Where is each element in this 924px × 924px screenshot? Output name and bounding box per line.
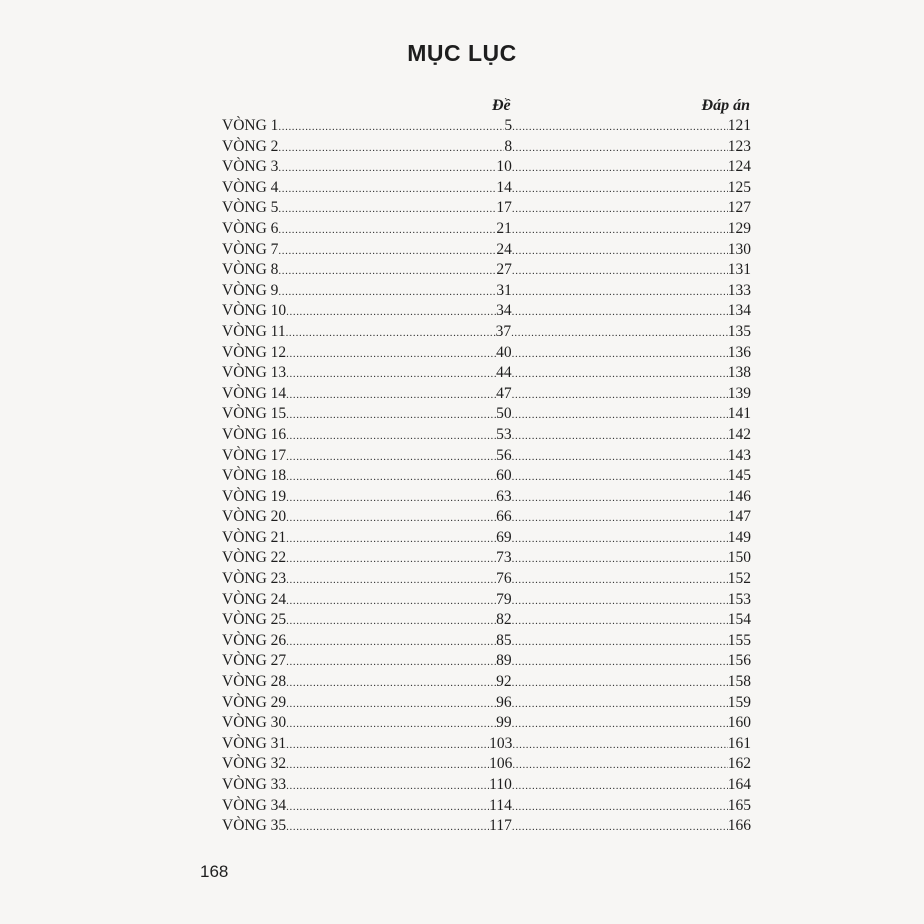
- entry-dap-an-page: 162: [727, 755, 751, 773]
- entry-dap-an-page: 130: [727, 240, 751, 258]
- entry-dap-an-page: 124: [727, 158, 751, 176]
- entry-dap-an-page: 160: [727, 714, 751, 732]
- dot-leader: [278, 199, 496, 220]
- entry-label: VÒNG 8: [222, 261, 279, 279]
- dot-leader: [512, 302, 728, 323]
- entry-label: VÒNG 30: [222, 714, 287, 732]
- toc-entry: [222, 528, 751, 549]
- dot-leader: [278, 158, 496, 179]
- toc-entry: [222, 507, 751, 528]
- toc-entry: [222, 446, 751, 467]
- dot-leader: [511, 323, 728, 344]
- toc-entry: [222, 404, 751, 425]
- dot-leader: [286, 652, 496, 673]
- entry-de-page: 103: [489, 734, 513, 752]
- entry-de-page: 17: [496, 199, 512, 217]
- entry-label: VÒNG 15: [222, 405, 287, 423]
- entry-dap-an-page: 154: [727, 611, 751, 629]
- toc-entry: [222, 219, 751, 240]
- entry-de-page: 47: [496, 384, 512, 402]
- toc-entry: [222, 260, 751, 281]
- dot-leader: [512, 735, 727, 756]
- entry-de-page: 24: [496, 240, 512, 258]
- dot-leader: [278, 282, 496, 303]
- entry-dap-an-page: 138: [727, 364, 751, 382]
- entry-dap-an-page: 156: [727, 652, 751, 670]
- dot-leader: [278, 179, 496, 200]
- entry-label: VÒNG 7: [222, 240, 279, 258]
- entry-de-page: 106: [489, 755, 513, 773]
- toc-entry: [222, 796, 751, 817]
- toc-entry: [222, 322, 751, 343]
- dot-leader: [286, 797, 489, 818]
- entry-dap-an-page: 133: [727, 281, 751, 299]
- toc-entry: [222, 713, 751, 734]
- entry-de-page: 37: [495, 322, 512, 340]
- entry-dap-an-page: 152: [727, 570, 751, 588]
- entry-de-page: 99: [496, 714, 512, 732]
- entry-de-page: 50: [496, 405, 512, 423]
- dot-leader: [286, 735, 489, 756]
- dot-leader: [286, 611, 496, 632]
- toc-entry: [222, 590, 751, 611]
- entry-dap-an-page: 147: [727, 508, 751, 526]
- entry-dap-an-page: 131: [727, 261, 751, 279]
- entry-dap-an-page: 150: [727, 549, 751, 567]
- entry-dap-an-page: 146: [727, 487, 751, 505]
- dot-leader: [286, 529, 496, 550]
- dot-leader: [512, 776, 728, 797]
- entry-dap-an-page: 141: [727, 405, 751, 423]
- entry-dap-an-page: 136: [727, 343, 751, 361]
- entry-de-page: 44: [496, 364, 512, 382]
- table-of-contents: [222, 116, 751, 837]
- dot-leader: [286, 755, 489, 776]
- entry-de-page: 73: [496, 549, 512, 567]
- entry-de-page: 82: [496, 611, 512, 629]
- toc-entry: [222, 137, 751, 158]
- entry-de-page: 63: [496, 487, 512, 505]
- toc-entry: [222, 281, 751, 302]
- toc-entry: [222, 734, 751, 755]
- column-header-dap-an: Đáp án: [701, 97, 750, 114]
- toc-entry: [222, 343, 751, 364]
- page-number: 168: [200, 862, 229, 881]
- entry-de-page: 76: [496, 570, 512, 588]
- entry-de-page: 69: [496, 528, 512, 546]
- entry-de-page: 110: [489, 776, 512, 793]
- page-title: MỤC LỤC: [407, 40, 517, 66]
- toc-entry: [222, 775, 751, 796]
- dot-leader: [512, 755, 727, 776]
- entry-dap-an-page: 166: [727, 817, 751, 835]
- toc-entry: [222, 487, 751, 508]
- entry-de-page: 34: [496, 302, 512, 320]
- dot-leader: [278, 220, 496, 241]
- dot-leader: [286, 694, 496, 715]
- entry-label: VÒNG 2: [222, 137, 279, 155]
- entry-de-page: 31: [496, 281, 512, 299]
- entry-de-page: 21: [496, 219, 512, 237]
- entry-label: VÒNG 26: [222, 631, 287, 649]
- dot-leader: [286, 447, 496, 468]
- entry-label: VÒNG 28: [222, 673, 287, 691]
- column-header-de: Đề: [492, 97, 511, 114]
- entry-label: VÒNG 20: [222, 508, 287, 526]
- dot-leader: [512, 426, 728, 447]
- toc-entry: [222, 672, 751, 693]
- dot-leader: [512, 508, 728, 529]
- entry-de-page: 60: [496, 467, 512, 485]
- entry-de-page: 66: [496, 508, 512, 526]
- dot-leader: [512, 632, 728, 653]
- dot-leader: [512, 797, 728, 818]
- dot-leader: [512, 714, 728, 735]
- entry-label: VÒNG 22: [222, 549, 287, 567]
- dot-leader: [512, 117, 728, 138]
- dot-leader: [286, 405, 496, 426]
- dot-leader: [278, 138, 504, 159]
- dot-leader: [512, 488, 728, 509]
- entry-dap-an-page: 145: [727, 467, 751, 485]
- entry-dap-an-page: 129: [727, 219, 751, 237]
- dot-leader: [512, 405, 728, 426]
- dot-leader: [512, 570, 728, 591]
- entry-dap-an-page: 125: [727, 178, 751, 196]
- toc-entry: [222, 693, 751, 714]
- dot-leader: [286, 364, 496, 385]
- entry-de-page: 27: [496, 261, 512, 279]
- toc-entry: [222, 569, 751, 590]
- entry-label: VÒNG 16: [222, 425, 287, 443]
- entry-de-page: 85: [496, 631, 512, 649]
- entry-dap-an-page: 135: [727, 322, 751, 340]
- dot-leader: [286, 488, 496, 509]
- dot-leader: [286, 591, 496, 612]
- toc-entry: [222, 301, 751, 322]
- entry-label: VÒNG 11: [222, 322, 286, 340]
- entry-dap-an-page: 127: [727, 199, 751, 217]
- dot-leader: [512, 385, 728, 406]
- entry-dap-an-page: 134: [727, 302, 751, 320]
- toc-entry: [222, 631, 751, 652]
- dot-leader: [512, 158, 728, 179]
- entry-dap-an-page: 139: [727, 384, 751, 402]
- entry-dap-an-page: 161: [727, 734, 751, 752]
- toc-entry: [222, 198, 751, 219]
- dot-leader: [512, 364, 728, 385]
- dot-leader: [278, 261, 496, 282]
- entry-de-page: 96: [496, 693, 512, 711]
- entry-de-page: 53: [496, 425, 512, 443]
- entry-label: VÒNG 6: [222, 219, 279, 237]
- entry-dap-an-page: 123: [727, 137, 751, 155]
- entry-dap-an-page: 153: [727, 590, 751, 608]
- entry-de-page: 40: [496, 343, 512, 361]
- dot-leader: [286, 714, 496, 735]
- entry-dap-an-page: 164: [727, 776, 751, 793]
- toc-entry: [222, 240, 751, 261]
- entry-de-page: 79: [496, 590, 512, 608]
- dot-leader: [512, 467, 728, 488]
- entry-label: VÒNG 33: [222, 776, 287, 793]
- dot-leader: [286, 632, 496, 653]
- toc-entry: [222, 466, 751, 487]
- dot-leader: [512, 199, 728, 220]
- dot-leader: [286, 776, 489, 797]
- dot-leader: [512, 549, 728, 570]
- entry-label: VÒNG 27: [222, 652, 287, 670]
- entry-label: VÒNG 32: [222, 755, 287, 773]
- entry-dap-an-page: 142: [727, 425, 751, 443]
- dot-leader: [512, 447, 728, 468]
- dot-leader: [512, 220, 728, 241]
- entry-label: VÒNG 21: [222, 528, 287, 546]
- dot-leader: [512, 261, 728, 282]
- dot-leader: [512, 673, 728, 694]
- entry-de-page: 5: [504, 117, 513, 134]
- toc-entry: [222, 651, 751, 672]
- entry-label: VÒNG 25: [222, 611, 287, 629]
- toc-entry: [222, 425, 751, 446]
- dot-leader: [512, 652, 728, 673]
- entry-label: VÒNG 9: [222, 281, 279, 299]
- dot-leader: [286, 426, 496, 447]
- dot-leader: [512, 529, 728, 550]
- entry-label: VÒNG 4: [222, 178, 279, 196]
- entry-label: VÒNG 18: [222, 467, 287, 485]
- toc-entry: [222, 178, 751, 199]
- entry-label: VÒNG 17: [222, 446, 287, 464]
- dot-leader: [512, 817, 728, 838]
- entry-dap-an-page: 159: [727, 693, 751, 711]
- entry-de-page: 10: [496, 158, 512, 176]
- entry-label: VÒNG 29: [222, 693, 287, 711]
- entry-dap-an-page: 121: [727, 117, 751, 134]
- entry-dap-an-page: 149: [727, 528, 751, 546]
- toc-entry: [222, 610, 751, 631]
- entry-label: VÒNG 14: [222, 384, 287, 402]
- dot-leader: [512, 591, 728, 612]
- entry-label: VÒNG 5: [222, 199, 279, 217]
- toc-entry: [222, 363, 751, 384]
- entry-label: VÒNG 12: [222, 343, 287, 361]
- dot-leader: [512, 282, 728, 303]
- entry-label: VÒNG 19: [222, 487, 287, 505]
- dot-leader: [286, 385, 496, 406]
- entry-label: VÒNG 24: [222, 590, 287, 608]
- dot-leader: [278, 241, 496, 262]
- dot-leader: [512, 241, 728, 262]
- toc-entry: [222, 548, 751, 569]
- entry-dap-an-page: 158: [727, 673, 751, 691]
- entry-label: VÒNG 23: [222, 570, 287, 588]
- entry-label: VÒNG 34: [222, 796, 287, 814]
- dot-leader: [512, 694, 728, 715]
- toc-entry: [222, 816, 751, 837]
- dot-leader: [512, 138, 728, 159]
- entry-de-page: 117: [489, 817, 512, 835]
- dot-leader: [286, 323, 496, 344]
- entry-de-page: 8: [504, 137, 513, 155]
- dot-leader: [278, 117, 504, 138]
- toc-entry: [222, 116, 751, 137]
- entry-label: VÒNG 1: [222, 117, 279, 134]
- dot-leader: [286, 570, 496, 591]
- dot-leader: [512, 344, 728, 365]
- entry-de-page: 92: [496, 673, 512, 691]
- dot-leader: [512, 611, 728, 632]
- entry-label: VÒNG 3: [222, 158, 279, 176]
- toc-entry: [222, 754, 751, 775]
- entry-de-page: 114: [489, 796, 512, 814]
- dot-leader: [286, 344, 496, 365]
- dot-leader: [286, 673, 496, 694]
- toc-entry: [222, 157, 751, 178]
- entry-de-page: 14: [496, 178, 512, 196]
- dot-leader: [286, 508, 496, 529]
- dot-leader: [286, 549, 496, 570]
- entry-dap-an-page: 143: [727, 446, 751, 464]
- entry-label: VÒNG 31: [222, 734, 287, 752]
- entry-dap-an-page: 165: [727, 796, 751, 814]
- dot-leader: [286, 467, 496, 488]
- dot-leader: [512, 179, 728, 200]
- entry-de-page: 56: [496, 446, 512, 464]
- entry-de-page: 89: [496, 652, 512, 670]
- entry-dap-an-page: 155: [727, 631, 751, 649]
- toc-entry: [222, 384, 751, 405]
- dot-leader: [286, 302, 496, 323]
- entry-label: VÒNG 10: [222, 302, 287, 320]
- entry-label: VÒNG 13: [222, 364, 287, 382]
- entry-label: VÒNG 35: [222, 817, 287, 835]
- dot-leader: [286, 817, 489, 838]
